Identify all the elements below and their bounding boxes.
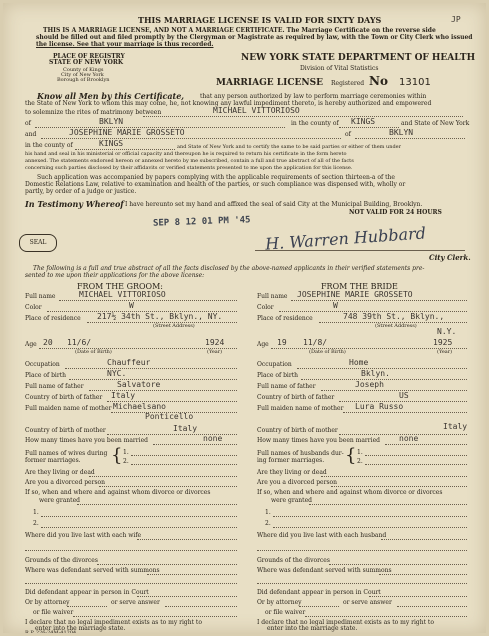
know-all-men: Know all Men by this Certificate, <box>37 91 185 101</box>
department-division: Division of Vital Statistics <box>300 65 379 72</box>
not-valid-notice: NOT VALID FOR 24 HOURS <box>349 209 442 216</box>
notice-line-2: should be filled out and filed promptly by the Clergyman or Magistrate as required by law, with the Town or City Clerk who issued <box>36 34 473 41</box>
rest-line-1: and State of New York and to certify the same to be said parties or either of them under <box>177 144 402 150</box>
bride-father: Joseph <box>355 380 384 389</box>
bride-father-country: US <box>399 391 409 400</box>
app-line-2: Domestic Relations Law, relative to examination and health of the parties, or such compliance was dispensed with, wholly or <box>25 181 406 188</box>
rest-line-2: his hand and seal in his ministerial or official capacity and thereupon he is required to return his certificate in the form hereto <box>25 151 347 157</box>
solemnize-text: to solemnize the rites of matrimony between <box>25 109 162 116</box>
bride-of: BKLYN <box>389 128 414 137</box>
groom-father: Salvatore <box>117 380 161 389</box>
groom-birthplace: NYC. <box>107 369 127 378</box>
abstract-line-2: sented to me upon their applications for the above license: <box>25 272 205 279</box>
groom-mother-maiden-2: Ponticello <box>145 412 194 421</box>
groom-of: BKLYN <box>99 117 124 126</box>
groom-residence: 217½ 34th St., Bklyn., NY. <box>97 312 223 321</box>
registry-label: PLACE OF REGISTRY <box>53 53 125 60</box>
groom-occupation: Chauffeur <box>107 358 151 367</box>
abstract-line-1: The following is a full and true abstract of all the facts disclosed by the above-named applicants in their verified statements pre- <box>33 265 425 272</box>
of-label-2: of <box>345 131 351 138</box>
registry-county: County of Kings <box>63 67 104 73</box>
groom-name-intro: MICHAEL VITTORIOSO <box>213 106 300 115</box>
bride-color: W <box>333 301 338 310</box>
bride-full-name: JOSEPHINE MARIE GROSSETO <box>297 290 413 299</box>
county-label-2: in the county of <box>25 142 73 149</box>
license-sheet: THIS MARRIAGE LICENSE IS VALID FOR SIXTY DAYS JP THIS IS A MARRIAGE LICENSE, AND NOT A MARRIAGE CERTIFICATE. The Marriage Certificate on the reverse side should be filled out and filed promptly by the Clergyman or Magistrate as required by law, with the Town or City Clerk who issued the license. See that your marriage is thus recorded. PLACE OF REGISTRY STATE OF NEW YORK County of Kings City of New York Borough of Brooklyn NEW YORK STATE DEPARTMENT OF HEALTH Division of Vital Statistics MARRIAGE LICENSE Registered No 13101 Know all Men by this Certificate, that any person authorized by law to perform marriage ceremonies within the State of New York to whom this may come, he, not knowing any lawful impediment thereto, is hereby authorized and empowered to solemnize the rites of matrimony between MICHAEL VITTORIOSO of BKLYN in the county of KINGS and State of New York and JOSEPHINE MARIE GROSSETO of BKLYN in the county of KINGS and State of New York and to certify the same to be said parties or either of them under his hand and seal in his ministerial or official capacity and thereupon he is required to return his certificate in the form hereto annexed. The statements endorsed hereon or annexed hereto by me subscribed, contain a full and true abstract of all of the facts concerning such parties disclosed by their affidavits or verified statements presented to me upon the application for this license. Such application was accompanied by papers complying with the applicable requirements of section thirteen-a of the Domestic Relations Law, relative to examination and health of the parties, or such compliance was dispensed with, wholly or partly, by order of a judge or justice. In Testimony Whereof I have hereunto set my hand and affixed the seal of said City at the Municipal Building, Brooklyn. NOT VALID FOR 24 HOURS SEP 8 12 01 PM '45 SEAL H. Warren Hubbard City Clerk. The following is a full and true abstract of all the facts disclosed by the above-named applicants in their verified statements pre- sented to me upon their applications for the above license: FROM THE GROOM: FROM THE BRIDE Full name MICHAEL VITTORIOSO Color W Place of residence 217½ 34th St., Bklyn., NY. (Street Address) Age 20 11/6/ 1924 (Date of Birth) (Year) Occupation Chauffeur Place of birth NYC. Full name of father Salvatore Country of birth of father Italy Full maiden name of mother Michaelsano Ponticello Country of birth of mother Italy How many times have you been married none Full names of wives during former marriages. { 1. 2. Are they living or dead Are you a divorced person If so, when and where and against whom divorce or divorces were granted 1. 2. Where did you live last with each wife Grounds of the divorces Where was defendant served with summons Did defendant appear in person in Court Or by attorney or serve answer or file waiver I declare that no legal impediment exists as to my right to enter into the marriage state. Full name JOSEPHINE MARIE GROSSETO Color W Place of residence 748 39th St., Bklyn., (Street Address) N.Y. Age 19 11/8/ 1925 (Date of Birth) (Year) Occupation Home Place of birth Bklyn. Full name of father Joseph Country of birth of father US Full maiden name of mother Lura Russo Country of birth of mother Italy How many times have you been married none Full names of husbands dur- ing former marriages. { 1. 2. Are they living or dead Are you a divorced person If so, when and where and against whom divorce or divorces were granted 1. 2. Where did you live last with each husband Grounds of the divorces Where was defendant served with summons Did defendant appear in person in Court Or by attorney or serve answer or file waiver I declare that no legal impediment exists as to my right to enter into the marriage state. R.P. 226-24M-41204 <box>3 3 486 633</box>
groom-age: 20 <box>43 338 53 347</box>
date-stamp: SEP 8 12 01 PM '45 <box>152 215 251 229</box>
license-title: THIS MARRIAGE LICENSE IS VALID FOR SIXTY DAYS <box>138 15 382 25</box>
bride-occupation: Home <box>349 358 369 367</box>
groom-father-country: Italy <box>111 391 136 400</box>
clerk-title: City Clerk. <box>429 253 471 262</box>
groom-county: KINGS <box>351 117 376 126</box>
groom-mother-maiden: Michaelsano <box>113 402 166 411</box>
groom-mother-country: Italy <box>173 424 198 433</box>
registry-borough: Borough of Brooklyn <box>57 77 110 83</box>
rest-line-4: concerning such parties disclosed by their affidavits or verified statements presented to me upon the application for this license. <box>25 165 353 171</box>
license-number: 13101 <box>399 77 431 88</box>
license-label: MARRIAGE LICENSE <box>216 78 323 88</box>
seal-mark: SEAL <box>19 234 57 252</box>
number-label: No <box>369 74 388 88</box>
testimony-text: I have hereunto set my hand and affixed the seal of said City at the Municipal Building, Brooklyn. <box>125 201 423 208</box>
registered-label: Registered <box>331 80 365 87</box>
groom-dob: 11/6/ <box>67 338 92 347</box>
and-label: and <box>25 131 37 138</box>
app-line-1: Such application was accompanied by papers complying with the applicable requirements of section thirteen-a of the <box>37 174 395 181</box>
groom-heading: FROM THE GROOM: <box>77 282 163 291</box>
county-label: in the county of <box>291 120 339 127</box>
bride-age: 19 <box>277 338 287 347</box>
bride-birth-year: 1925 <box>433 338 453 347</box>
bride-dob: 11/8/ <box>303 338 328 347</box>
registry-city: City of New York <box>61 72 104 78</box>
intro-text-2: the State of New York to whom this may come, he, not knowing any lawful impediment thereto, is hereby authorized and empowered <box>25 100 432 107</box>
notice-line-1: THIS IS A MARRIAGE LICENSE, AND NOT A MARRIAGE CERTIFICATE. The Marriage Certificate on the reverse side <box>43 27 436 34</box>
notice-line-3: the license. See that your marriage is thus recorded. <box>36 41 214 48</box>
bride-mother-maiden: Lura Russo <box>355 402 404 411</box>
corner-mark: JP <box>451 15 461 24</box>
testimony-lead: In Testimony Whereof <box>25 199 124 209</box>
bride-heading: FROM THE BRIDE <box>321 282 398 291</box>
groom-full-name: MICHAEL VITTORIOSO <box>79 290 166 299</box>
of-label: of <box>25 120 31 127</box>
groom-birth-year: 1924 <box>205 338 225 347</box>
bride-residence-2: N.Y. <box>437 327 457 336</box>
state-label: and State of New York <box>401 120 470 127</box>
department-name: NEW YORK STATE DEPARTMENT OF HEALTH <box>241 53 476 63</box>
form-number: R.P. 226-24M-41204 <box>25 630 77 633</box>
clerk-signature: H. Warren Hubbard <box>264 223 427 254</box>
bride-name-intro: JOSEPHINE MARIE GROSSETO <box>69 128 185 137</box>
bride-residence: 748 39th St., Bklyn., <box>343 312 445 321</box>
app-line-3: partly, by order of a judge or justice. <box>25 188 137 195</box>
groom-times-married: none <box>203 434 223 443</box>
bride-mother-country: Italy <box>443 422 468 431</box>
groom-color: W <box>129 301 134 310</box>
bride-birthplace: Bklyn. <box>361 369 390 378</box>
intro-text-1: that any person authorized by law to perform marriage ceremonies within <box>200 93 427 100</box>
rest-line-3: annexed. The statements endorsed hereon or annexed hereto by me subscribed, contain a full and true abstract of all of the facts <box>25 158 354 164</box>
registry-state: STATE OF NEW YORK <box>49 59 124 66</box>
bride-times-married: none <box>399 434 419 443</box>
bride-county: KINGS <box>99 139 124 148</box>
